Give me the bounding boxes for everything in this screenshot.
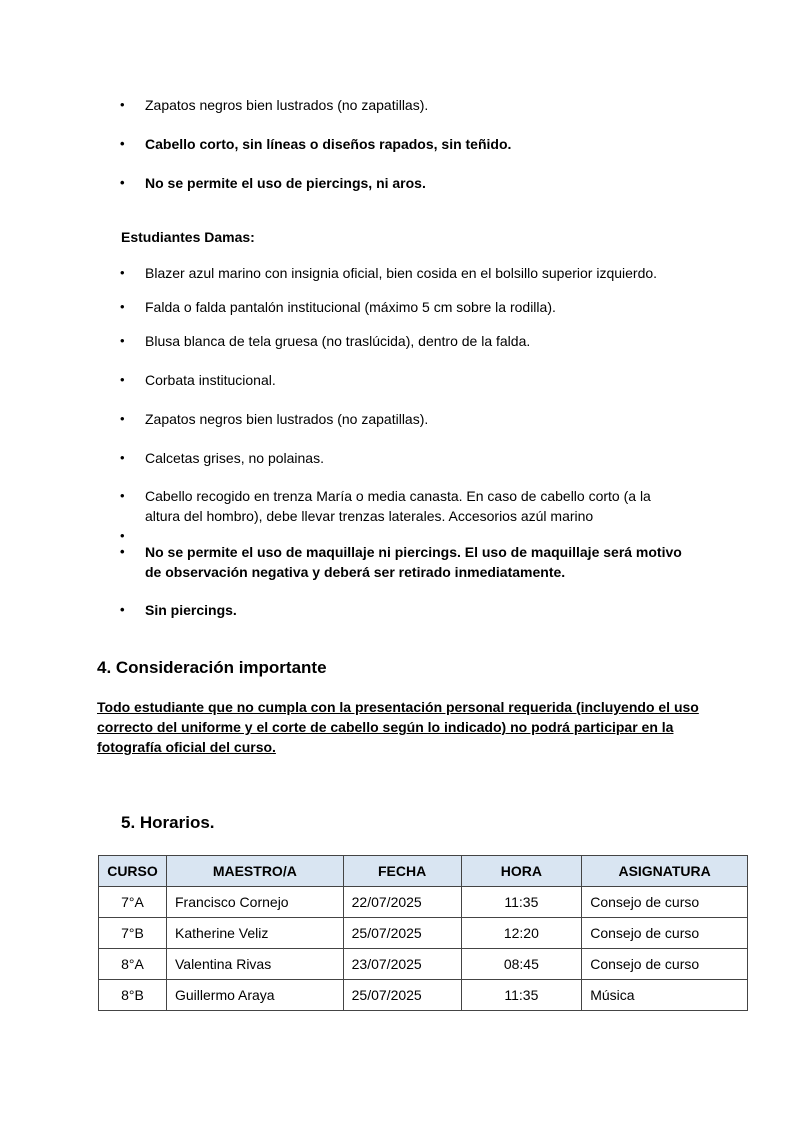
list-item-text: Cabello recogido en trenza María o media canasta. En caso de cabello corto (a la altura del hombro), debe llevar trenzas laterales. Accesorios azúl marino [145, 488, 651, 524]
list-item-text: Zapatos negros bien lustrados (no zapatillas). [145, 97, 429, 113]
list-item [118, 297, 718, 317]
list-item [118, 134, 718, 154]
cell-fecha: 25/07/2025 [343, 980, 461, 1011]
cell-maestro: Francisco Cornejo [166, 887, 343, 918]
list-item-text: Cabello corto, sin líneas o diseños rapados, sin teñido. [145, 136, 512, 152]
cell-maestro: Guillermo Araya [166, 980, 343, 1011]
cell-asignatura: Música [582, 980, 748, 1011]
bullet-icon: • [120, 488, 125, 503]
column-header: CURSO [99, 856, 167, 887]
bullet-icon: • [120, 97, 125, 112]
list-item-text: Corbata institucional. [145, 372, 276, 388]
column-header: FECHA [343, 856, 461, 887]
bullet-icon: • [120, 333, 125, 348]
list-item-text: No se permite el uso de maquillaje ni piercings. El uso de maquillaje será motivo de observación negativa y deberá ser retirado inmediatamente. [145, 544, 682, 580]
cell-fecha: 25/07/2025 [343, 918, 461, 949]
list-item [118, 263, 718, 283]
bullet-icon: • [120, 372, 125, 387]
list-item [118, 331, 718, 351]
table-row [99, 887, 748, 918]
bullet-icon: • [120, 411, 125, 426]
bullet-icon: • [120, 136, 125, 151]
cell-curso: 8°B [99, 980, 167, 1011]
list-item [118, 486, 685, 526]
important-notice: Todo estudiante que no cumpla con la presentación personal requerida (incluyendo el uso correcto del uniforme y el corte de cabello según lo indicado) no podrá participar en la fotografía oficial del curso. [97, 699, 699, 755]
bullet-icon: • [120, 544, 125, 559]
cell-curso: 8°A [99, 949, 167, 980]
list-item-text: Blazer azul marino con insignia oficial, bien cosida en el bolsillo superior izquierdo. [145, 265, 658, 281]
table-row [99, 918, 748, 949]
bullet-icon: • [120, 602, 125, 617]
cell-curso: 7°A [99, 887, 167, 918]
list-item-text: Sin piercings. [145, 602, 237, 618]
list-item [118, 173, 718, 193]
schedule-table [98, 855, 748, 1011]
list-item-text: Calcetas grises, no polainas. [145, 450, 324, 466]
bullet-list-damas [118, 263, 718, 620]
bullet-list-top [118, 95, 718, 193]
cell-maestro: Valentina Rivas [166, 949, 343, 980]
bullet-icon: • [120, 175, 125, 190]
cell-asignatura: Consejo de curso [582, 887, 748, 918]
list-item-text: Falda o falda pantalón institucional (máximo 5 cm sobre la rodilla). [145, 299, 556, 315]
list-item [118, 542, 685, 582]
damas-heading: Estudiantes Damas: [121, 229, 255, 245]
list-item [118, 600, 718, 620]
list-item-text: Blusa blanca de tela gruesa (no traslúcida), dentro de la falda. [145, 333, 531, 349]
cell-maestro: Katherine Veliz [166, 918, 343, 949]
bullet-icon: • [120, 450, 125, 465]
bullet-icon: • [120, 528, 125, 543]
bullet-icon: • [120, 265, 125, 280]
column-header: ASIGNATURA [582, 856, 748, 887]
table-row [99, 980, 748, 1011]
cell-fecha: 22/07/2025 [343, 887, 461, 918]
table-header-row [99, 856, 748, 887]
cell-hora: 11:35 [461, 887, 582, 918]
cell-hora: 11:35 [461, 980, 582, 1011]
cell-asignatura: Consejo de curso [582, 918, 748, 949]
cell-asignatura: Consejo de curso [582, 949, 748, 980]
list-item [118, 448, 718, 468]
bullet-icon: • [120, 299, 125, 314]
list-item-text: Zapatos negros bien lustrados (no zapatillas). [145, 411, 429, 427]
list-item [118, 95, 718, 115]
column-header: MAESTRO/A [166, 856, 343, 887]
section-4-title: 4. Consideración importante [97, 658, 327, 677]
list-item-text: No se permite el uso de piercings, ni aros. [145, 175, 426, 191]
cell-hora: 12:20 [461, 918, 582, 949]
list-item [118, 370, 718, 390]
list-item [118, 409, 718, 429]
section-5-title: 5. Horarios. [121, 813, 215, 832]
table-row [99, 949, 748, 980]
column-header: HORA [461, 856, 582, 887]
cell-hora: 08:45 [461, 949, 582, 980]
cell-curso: 7°B [99, 918, 167, 949]
cell-fecha: 23/07/2025 [343, 949, 461, 980]
